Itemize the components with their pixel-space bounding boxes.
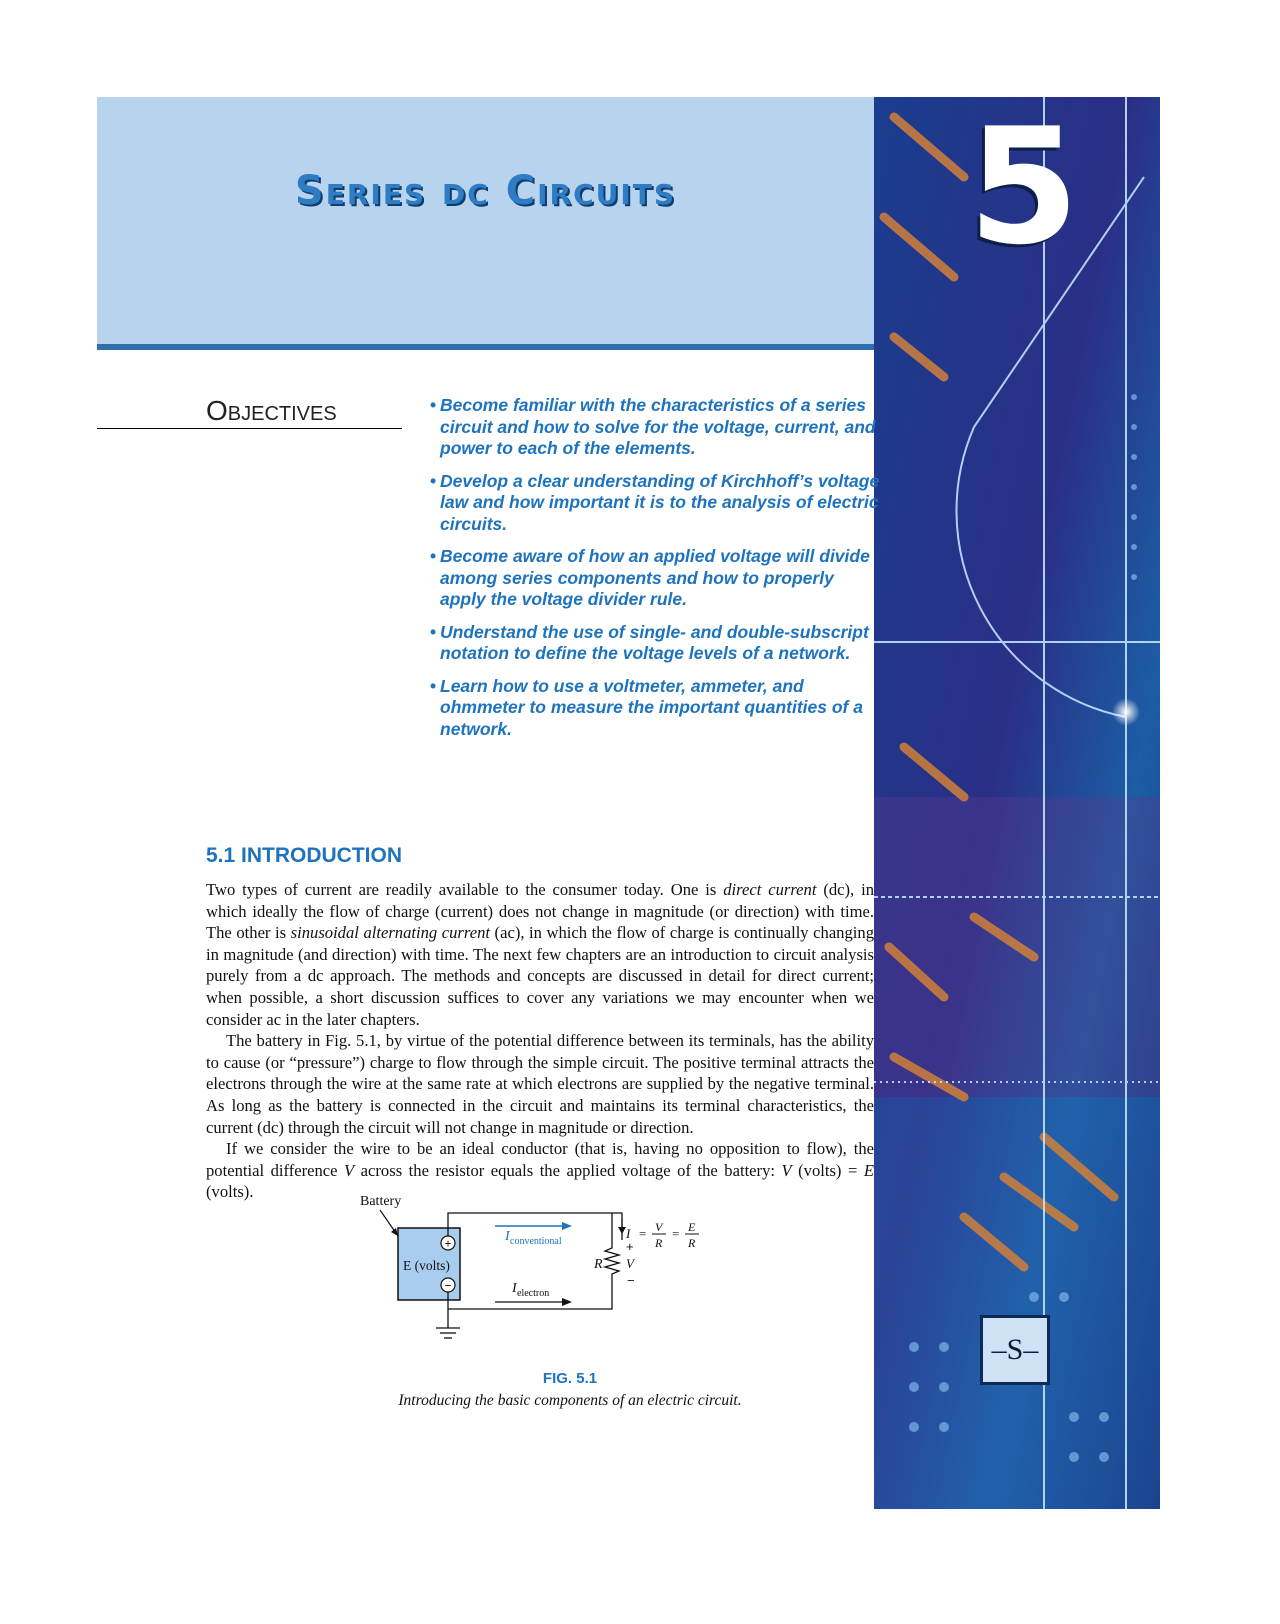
ohms-law-i: I	[626, 1226, 631, 1241]
term-direct-current: direct current	[723, 880, 817, 899]
battery-label: Battery	[360, 1194, 402, 1209]
current-arrowhead	[618, 1227, 626, 1234]
objectives-heading: Objectives	[206, 395, 337, 426]
plus-sign: +	[444, 1236, 452, 1251]
i-electron-symbol: I	[512, 1281, 517, 1296]
series-badge: –S–	[980, 1315, 1050, 1385]
text-span: Two types of current are readily available to the consumer today. One is	[206, 880, 724, 899]
section-heading: 5.1 INTRODUCTION	[206, 844, 403, 867]
symbol-v: V	[781, 1160, 792, 1180]
ohms-law-equals: =	[639, 1226, 647, 1241]
figure-5-1-circuit	[350, 1188, 790, 1364]
v-plus-sign: +	[626, 1239, 634, 1254]
resistor-label: R	[594, 1257, 603, 1272]
ohms-law-v: V	[655, 1220, 663, 1234]
chapter-number: 5	[968, 97, 1080, 280]
symbol-e: E	[863, 1160, 874, 1180]
section-body	[206, 879, 874, 1203]
objective-item: • Become familiar with the characteristics of a series circuit and how to solve for the voltage, current, and power to each of the elements.	[430, 395, 880, 460]
text-span: If we consider the wire to be an ideal conductor (that is, having no opposition to flow), the potential difference	[206, 1139, 874, 1180]
ohms-law-r: R	[655, 1236, 663, 1250]
objectives-rule	[97, 428, 402, 429]
chapter-title: Series dc Circuits	[294, 168, 677, 214]
objective-item: • Develop a clear understanding of Kirchhoff’s voltage law and how important it is to the analysis of electric circuits.	[430, 471, 880, 536]
resistor	[605, 1240, 619, 1286]
circuit-board-image	[874, 97, 1160, 1509]
source-label: E (volts)	[403, 1258, 450, 1273]
conventional-subscript: conventional	[510, 1236, 562, 1247]
electron-arrowhead	[562, 1298, 572, 1306]
objective-item: • Become aware of how an applied voltage will divide among series components and how to properly apply the voltage divider rule.	[430, 546, 880, 611]
objective-item: • Understand the use of single- and double-subscript notation to define the voltage levels of a network.	[430, 622, 880, 665]
chapter-side-art	[874, 97, 1160, 1509]
objective-item: • Learn how to use a voltmeter, ammeter, and ohmmeter to measure the important quantities of a network.	[430, 676, 880, 741]
minus-sign: −	[444, 1278, 452, 1293]
battery-pointer-arrowhead	[391, 1228, 398, 1236]
ohms-law-r: R	[688, 1236, 696, 1250]
paragraph-1	[206, 879, 874, 1030]
symbol-v: V	[344, 1160, 355, 1180]
i-conventional-symbol: I	[505, 1229, 510, 1244]
text-span: (ac), in which the flow of charge is continually changing in magnitude (and direction) with time. The next few chapters are an introduction to circuit analysis purely from a dc approach. The methods and concepts are discussed in detail for direct current; when possible, a short discussion suffices to cover any variations we may encounter when we consider ac in the later chapters.	[206, 923, 874, 1029]
text-span: (dc), in which ideally the flow of charge (current) does not change in magnitude (or direction) with time. The other is	[206, 880, 874, 943]
paragraph-2: The battery in Fig. 5.1, by virtue of the potential difference between its terminals, has the ability to cause (or “pressure”) charge to flow through the simple circuit. The positive terminal attracts the electrons through the wire at the same rate at which electrons are supplied by the negative terminal. As long as the battery is connected in the circuit and maintains its terminal characteristics, the current (dc) through the circuit will not change in magnitude or direction.	[206, 1031, 874, 1137]
ohms-law-e: E	[688, 1220, 696, 1234]
v-label: V	[626, 1256, 634, 1271]
objectives-list	[430, 395, 880, 751]
figure-caption: Introducing the basic components of an electric circuit.	[398, 1392, 742, 1409]
header-rule	[97, 344, 874, 350]
text-span: (volts) =	[791, 1160, 864, 1180]
figure-label: FIG. 5.1	[542, 1370, 598, 1387]
conventional-arrowhead	[562, 1222, 572, 1230]
text-span: across the resistor equals the applied voltage of the battery:	[354, 1160, 782, 1180]
v-minus-sign: −	[627, 1273, 635, 1288]
text-span: (volts).	[206, 1182, 254, 1202]
electron-subscript: electron	[517, 1288, 550, 1299]
ohms-law-equals: =	[672, 1226, 680, 1241]
chapter-header-band	[97, 97, 874, 344]
term-sinusoidal-ac: sinusoidal alternating current	[290, 923, 490, 943]
